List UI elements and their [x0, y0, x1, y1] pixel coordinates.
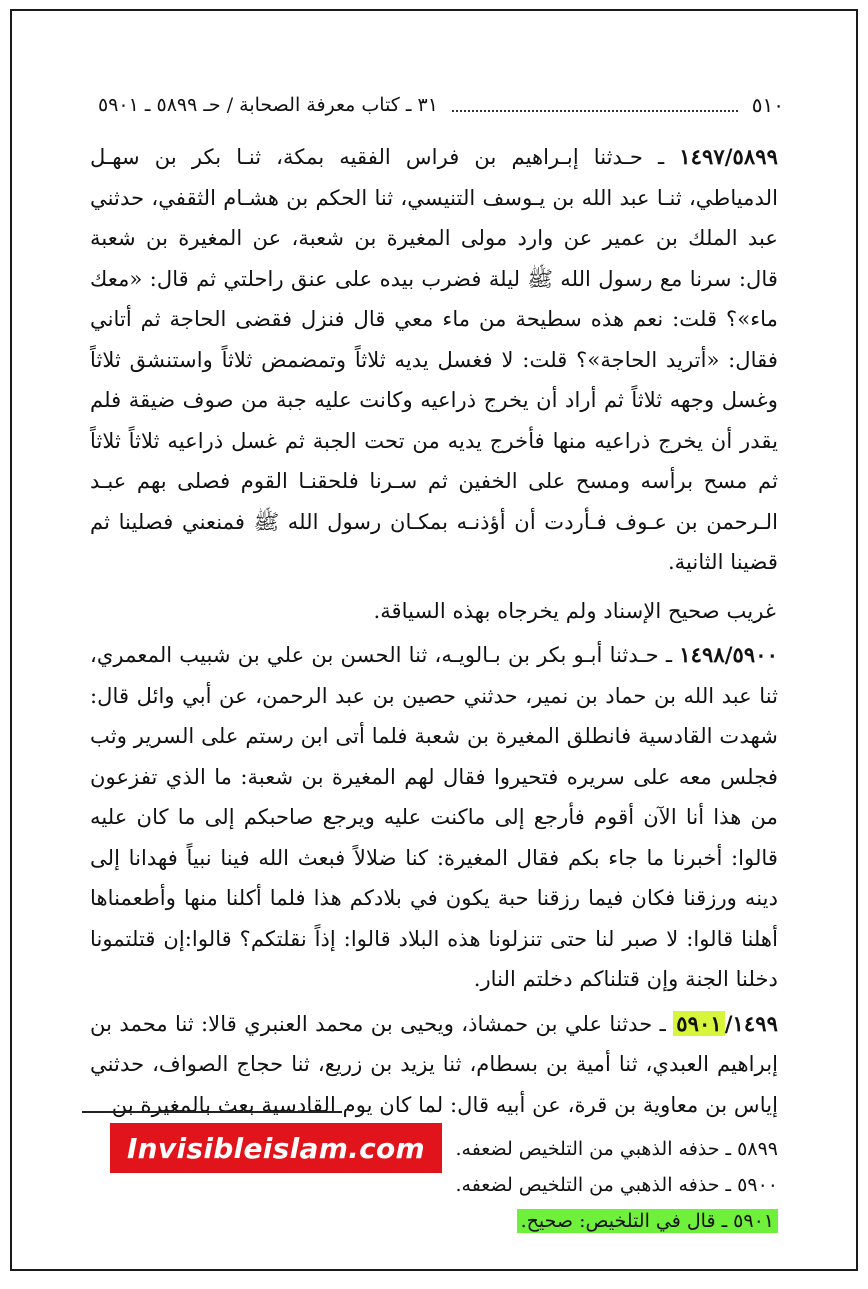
hadith-number: ٥٩٠١ /١٤٩٩: [673, 1011, 778, 1036]
page-number: ٥١٠: [751, 93, 784, 117]
hadith-entry-5901: [90, 1004, 778, 1126]
watermark-logo: Invisibleislam.com: [110, 1123, 442, 1173]
footnote-item: [455, 1203, 778, 1239]
running-header: [98, 91, 784, 119]
hadith-text: ـ حـدثنا إبـراهيم بن فراس الفقيه بمكة، ثنـا بكر بن سهـل الدمياطي، ثنـا عبد الله بن يـوسف التنيسي، ثنا الحكم بن هشـام الثقفي، حدثني عبد الملك بن عمير عن وارد مولى المغيرة بن شعبة، عن المغيرة بن شعبة قال: سرنا مع رسول الله ﷺ ليلة فضرب بيده على عنق راحلتي ثم قال: «معك ماء»؟ قلت: نعم هذه سطيحة من ماء معي قال فنزل فقضى الحاجة ثم أتاني فقال: «أتريد الحاجة»؟ قلت: لا فغسل يديه ثلاثاً وتمضمض ثلاثاً واستنشق ثلاثاً وغسل وجهه ثلاثاً ثم أراد أن يخرج ذراعيه وكانت عليه جبة من صوف ضيقة فلم يقدر أن يخرج ذراعيه منها فأخرج يديه من تحت الجبة ثم غسل ذراعيه ثلاثاً ثلاثاً ثم مسح برأسه ومسح على الخفين ثم سـرنا فلحقنـا القوم فصلى بهم عبـد الـرحمن بن عـوف فـأردت أن أؤذنـه بمكـان رسول الله ﷺ فمنعني فصلينا ثم قضينا الثانية.: [90, 144, 778, 574]
hadith-verdict: غريب صحيح الإسناد ولم يخرجاه بهذه السياقة.: [373, 597, 776, 623]
hadith-number: ١٤٩٧/٥٨٩٩: [679, 144, 778, 169]
footnote-separator: [82, 1111, 342, 1113]
book-page: [10, 9, 858, 1271]
main-text: [90, 137, 778, 1125]
hadith-number: ١٤٩٨/٥٩٠٠: [679, 642, 778, 667]
hadith-text: ـ حدثنا علي بن حمشاذ، ويحيى بن محمد العنبري قالا: ثنا محمد بن إبراهيم العبدي، ثنا أمية بن بسطام، ثنا يزيد بن زريع، ثنا حجاج الصواف، حدثني إياس بن معاوية بن قرة، عن أبيه قال: لما كان يوم القادسية بعث بالمغيرة بن: [90, 1010, 778, 1117]
footnote-item: ٥٩٠٠ ـ حذفه الذهبي من التلخيص لضعفه.: [455, 1174, 778, 1196]
footnote-item: ٥٨٩٩ ـ حذفه الذهبي من التلخيص لضعفه.: [455, 1138, 778, 1160]
header-dotted-leader: [452, 98, 738, 112]
running-title: ٣١ ـ كتاب معرفة الصحابة / حـ ٥٨٩٩ ـ ٥٩٠١: [98, 94, 438, 116]
highlighted-number: ٥٩٠١: [673, 1011, 725, 1036]
hadith-text: ـ حـدثنا أبـو بكر بن بـالويـه، ثنا الحسن بن علي بن شبيب المعمري، ثنا عبد الله بن حماد بن نمير، حدثني حصين بن عبد الرحمن، عن أبي وائل قال: شهدت القادسية فانطلق المغيرة بن شعبة فلما أتى ابن رستم على السرير وثب فجلس معه على سريره فتحيروا فقال لهم المغيرة بن شعبة: ما الذي تفزعون من هذا أنا الآن أقوم فأرجع إلى ماكنت عليه ويرجع صاحبكم إلى ما كان عليه قالوا: أخبرنا ما جاء بكم فقال المغيرة: كنا ضلالاً فبعث الله فينا نبياً فهدانا إلى دينه ورزقنا فكان فيما رزقنا حبة يكون في بلادكم هذا فلما أكلنا منها وأطعمناها أهلنا قالوا: لا صبر لنا حتى تنزلونا هذه البلاد قالوا: إذاً نقلتكم؟ قالوا:إن قتلتمونا دخلنا الجنة وإن قتلناكم دخلتم النار.: [90, 642, 778, 991]
highlighted-footnote: ٥٩٠١ ـ قال في التلخيص: صحيح.: [517, 1209, 778, 1233]
footnotes: [455, 1131, 778, 1239]
hadith-entry-5900: [90, 635, 778, 1000]
hadith-entry-5899: [90, 137, 778, 583]
